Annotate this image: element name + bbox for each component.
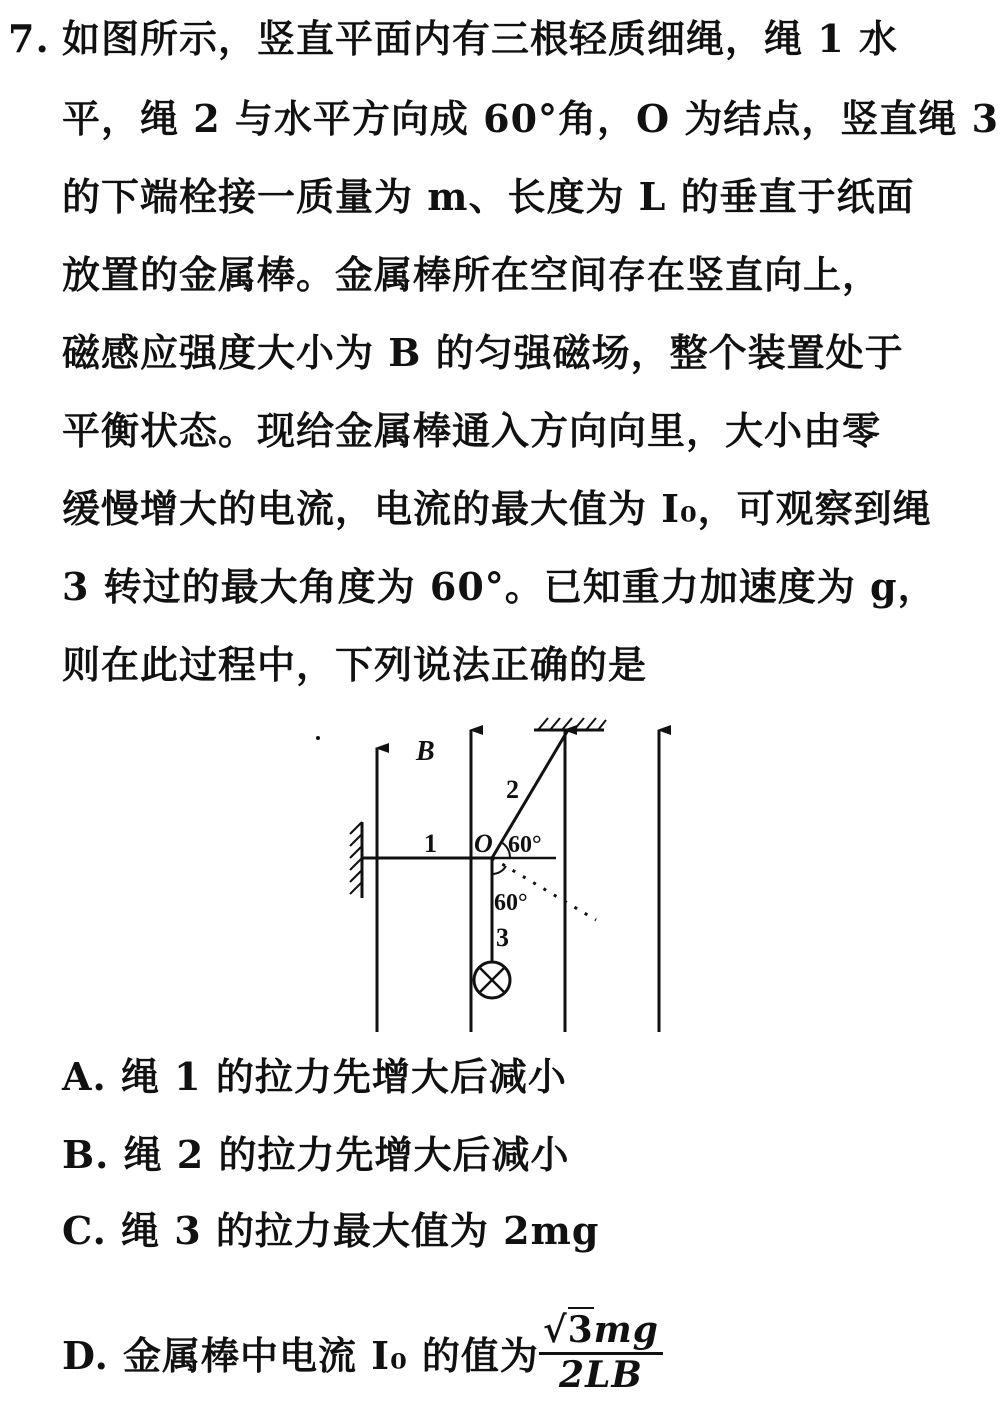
angle-bottom-label: 60° — [494, 890, 528, 916]
option-d-fraction — [539, 1309, 663, 1396]
option-c[interactable]: C. 绳 3 的拉力最大值为 2mg — [62, 1208, 600, 1253]
option-d-prefix: D. 金属棒中电流 I₀ 的值为 — [62, 1332, 539, 1378]
rope-3-label: 3 — [496, 923, 509, 952]
question-line-4: 放置的金属棒。金属棒所在空间存在竖直向上， — [62, 252, 882, 297]
option-a[interactable]: A. 绳 1 的拉力先增大后减小 — [62, 1054, 567, 1099]
option-b[interactable]: B. 绳 2 的拉力先增大后减小 — [62, 1132, 570, 1177]
question-line-6: 平衡状态。现给金属棒通入方向向里，大小由零 — [62, 408, 882, 453]
ceiling — [534, 718, 606, 730]
question-line-3: 的下端栓接一质量为 m、长度为 L 的垂直于纸面 — [62, 174, 915, 219]
field-label-b: B — [416, 736, 435, 767]
option-d[interactable] — [62, 1309, 663, 1401]
knot-label-o: O — [474, 829, 493, 858]
angle-arc-bottom — [492, 866, 506, 874]
question-line-9: 则在此过程中，下列说法正确的是 — [62, 642, 648, 687]
sqrt-icon: √ — [542, 1309, 568, 1351]
rope-2-label: 2 — [506, 775, 519, 804]
question-line-7: 缓慢增大的电流，电流的最大值为 I₀，可观察到绳 — [62, 486, 932, 531]
question-line-1-text: 如图所示，竖直平面内有三根轻质细绳，绳 1 水 — [62, 16, 898, 61]
option-d-numerator — [539, 1309, 663, 1355]
option-d-sqrt-arg: 3 — [567, 1309, 594, 1351]
option-d-denominator: 2LB — [559, 1353, 643, 1396]
question-line-8: 3 转过的最大角度为 60°。已知重力加速度为 g， — [62, 564, 937, 609]
left-wall — [350, 822, 362, 898]
metal-rod-current-in-icon — [474, 962, 510, 998]
rope-1-label: 1 — [424, 829, 437, 858]
question-line-5: 磁感应强度大小为 B 的匀强磁场，整个装置处于 — [62, 330, 904, 375]
option-d-num-rest: mg — [593, 1309, 659, 1351]
question-line-2: 平，绳 2 与水平方向成 60°角，O 为结点，竖直绳 3 — [62, 96, 1000, 141]
stray-dot — [316, 736, 320, 740]
question-number: 7. — [8, 16, 50, 61]
angle-top-label: 60° — [508, 832, 542, 858]
